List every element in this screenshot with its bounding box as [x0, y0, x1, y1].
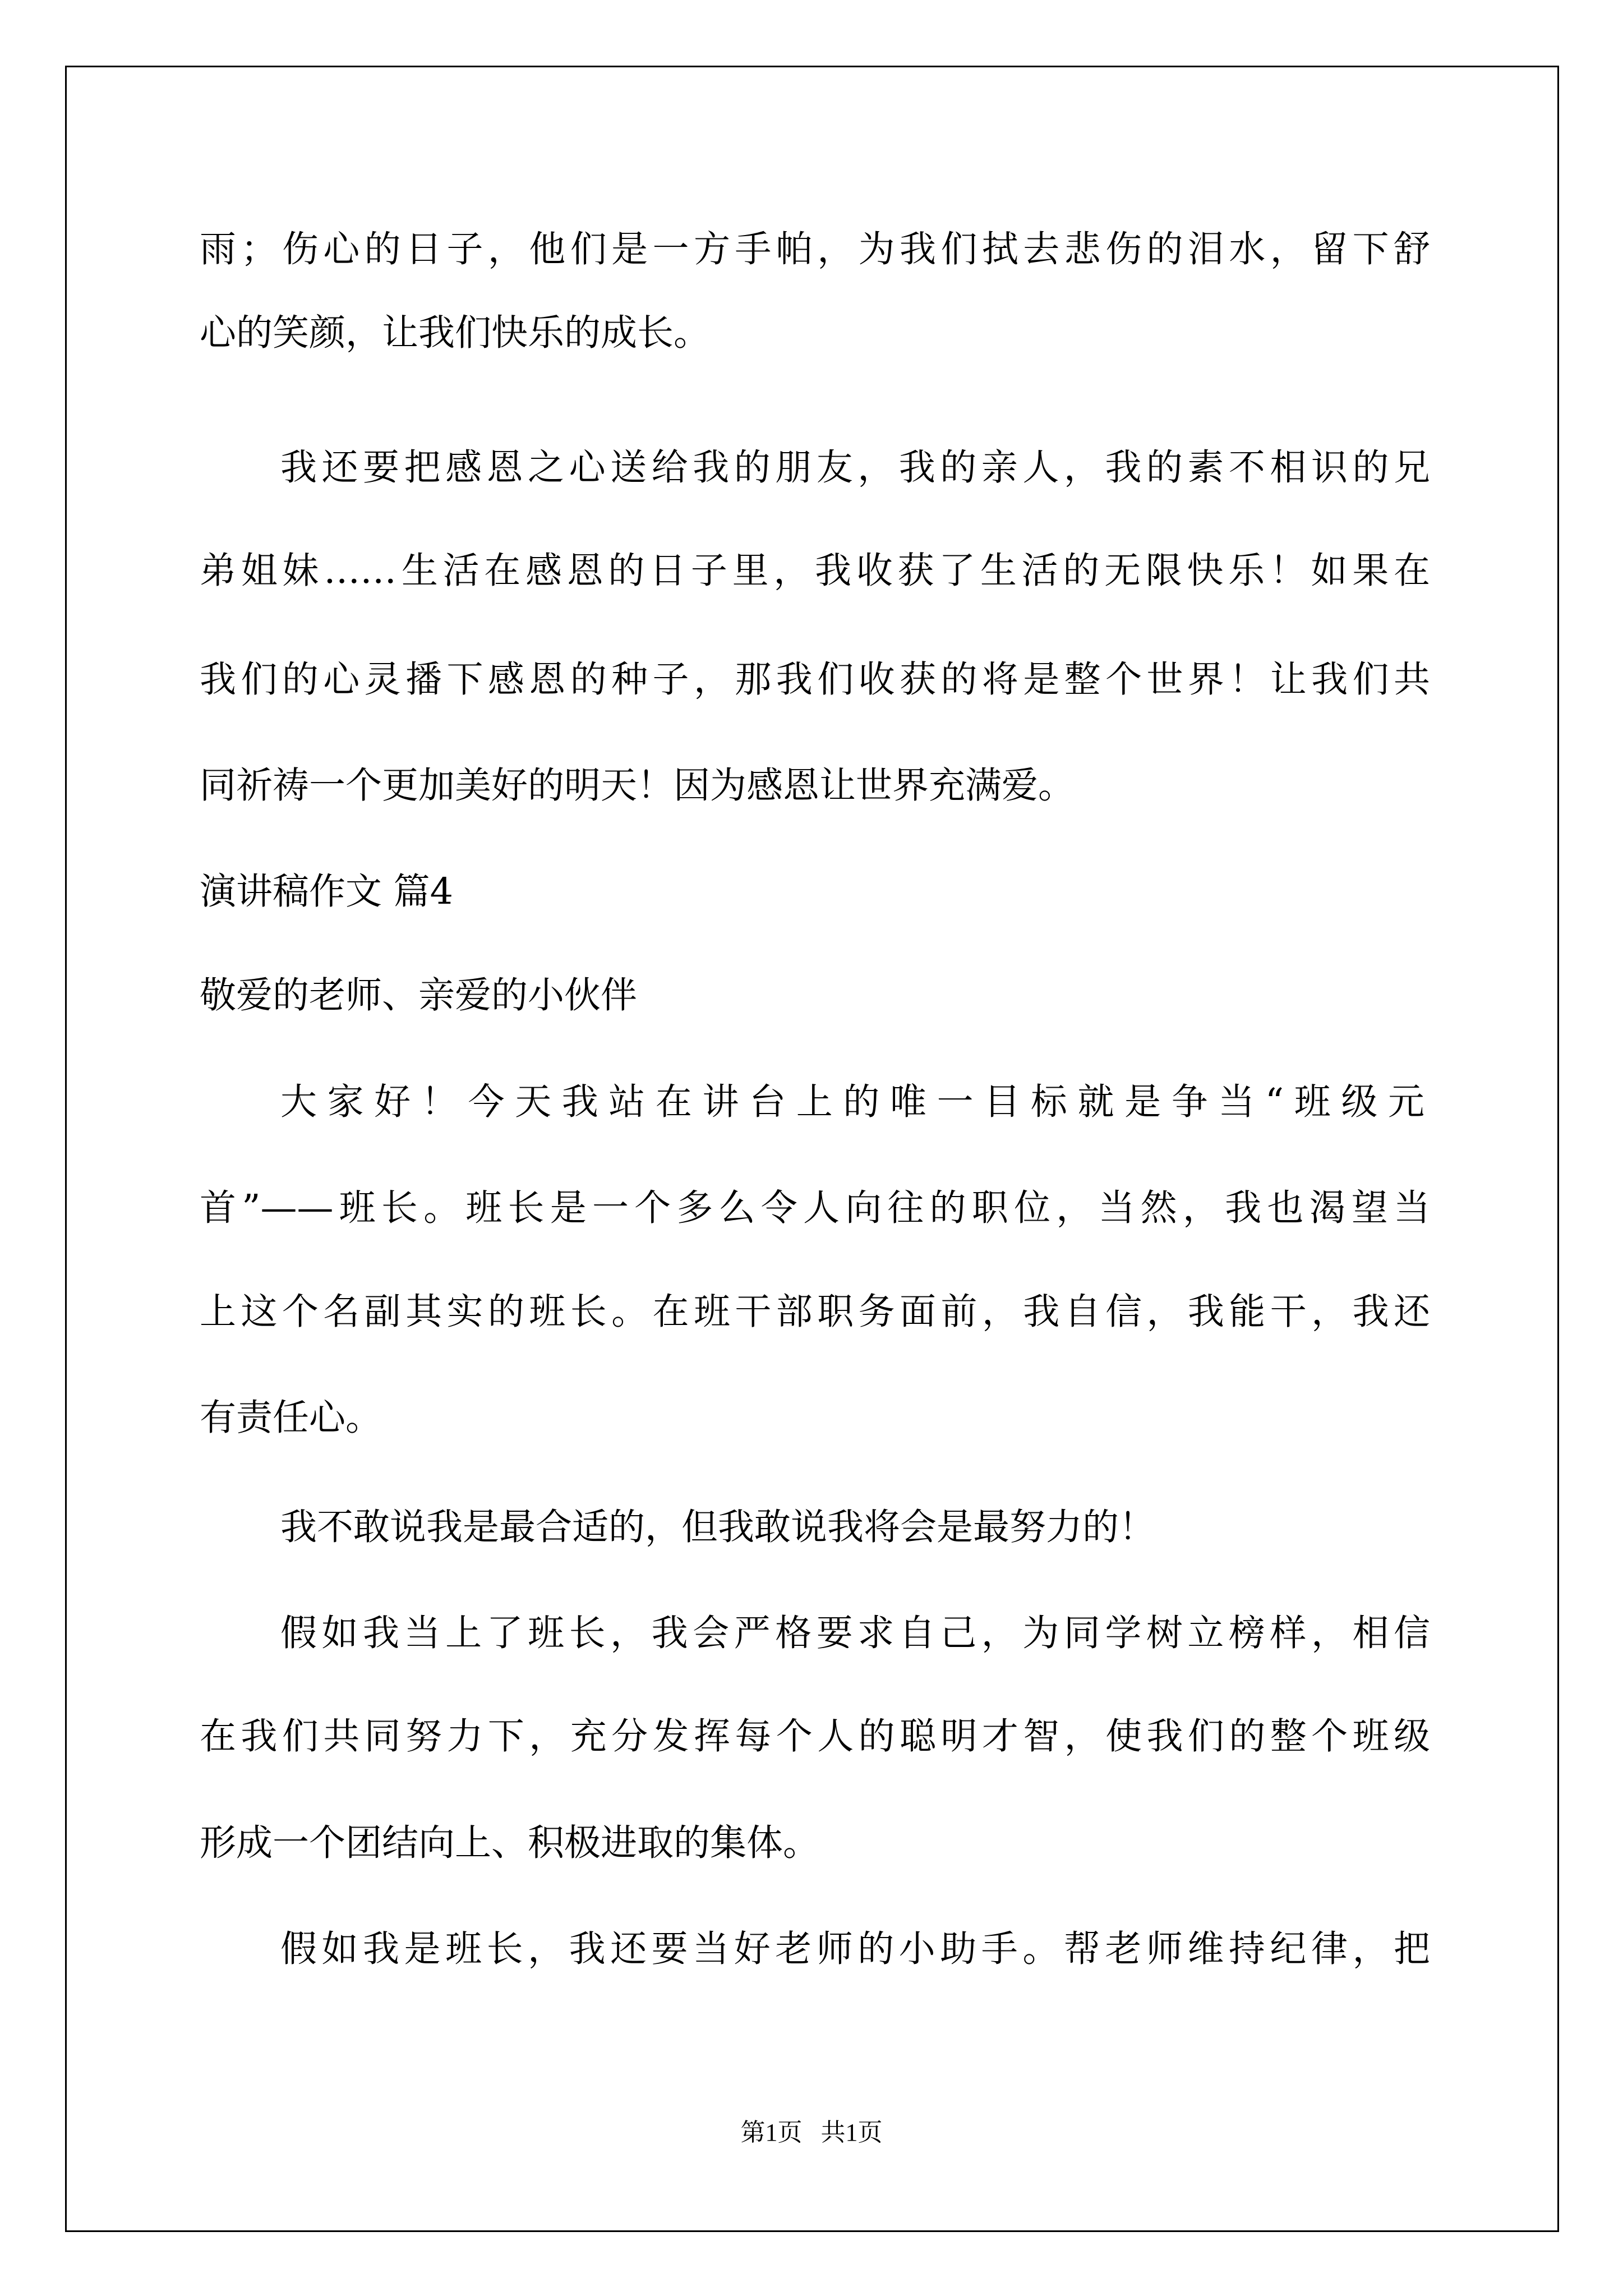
body-line: 形成一个团结向上、积极进取的集体。 [200, 1822, 820, 1864]
body-line: 假如我是班长，我还要当好老师的小助手。帮老师维持纪律，把 [280, 1928, 1430, 1970]
body-line: 我还要把感恩之心送给我的朋友，我的亲人，我的素不相识的兄 [280, 447, 1430, 489]
body-line: 我们的心灵播下感恩的种子，那我们收获的将是整个世界！让我们共 [200, 659, 1430, 701]
body-line: 大家好！今天我站在讲台上的唯一目标就是争当“班级元 [280, 1081, 1430, 1123]
salutation: 敬爱的老师、亲爱的小伙伴 [200, 974, 638, 1016]
body-line: 假如我当上了班长，我会严格要求自己，为同学树立榜样，相信 [280, 1612, 1430, 1654]
section-heading: 演讲稿作文 篇4 [200, 871, 454, 913]
body-line: 有责任心。 [200, 1397, 382, 1439]
body-line: 首”——班长。班长是一个多么令人向往的职位，当然，我也渴望当 [200, 1187, 1430, 1229]
body-line: 上这个名副其实的班长。在班干部职务面前，我自信，我能干，我还 [200, 1291, 1430, 1333]
page-frame [65, 66, 1559, 2232]
body-line: 雨；伤心的日子，他们是一方手帕，为我们拭去悲伤的泪水，留下舒 [200, 228, 1430, 270]
body-line: 在我们共同努力下，充分发挥每个人的聪明才智，使我们的整个班级 [200, 1715, 1430, 1757]
body-line: 同祈祷一个更加美好的明天！因为感恩让世界充满爱。 [200, 765, 1075, 807]
page-footer: 第1页 共1页 [740, 2119, 883, 2146]
body-line: 心的笑颜，让我们快乐的成长。 [200, 312, 711, 354]
body-line: 我不敢说我是最合适的，但我敢说我将会是最努力的！ [280, 1506, 1156, 1548]
body-line: 弟姐妹……生活在感恩的日子里，我收获了生活的无限快乐！如果在 [200, 550, 1430, 592]
